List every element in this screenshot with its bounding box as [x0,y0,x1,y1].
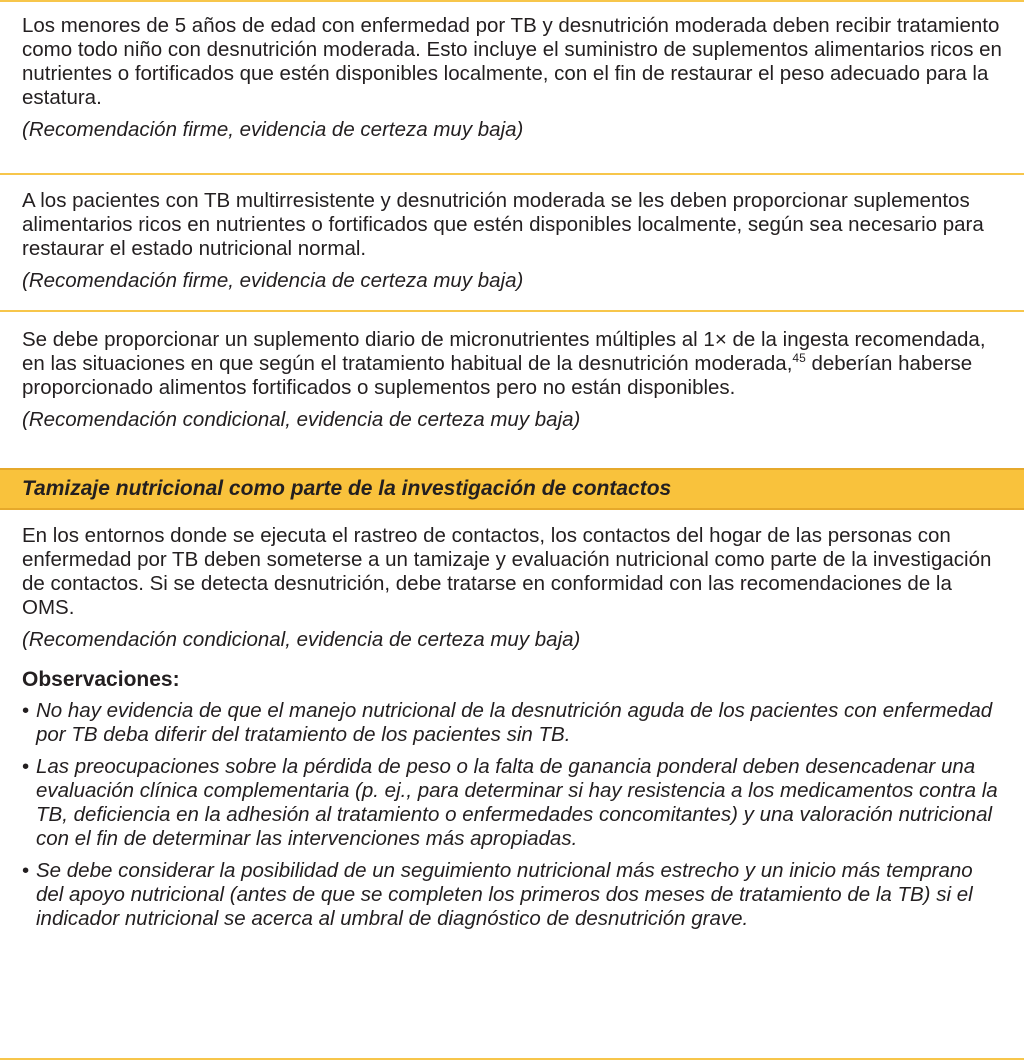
recommendation-1 [0,2,1024,173]
recommendation-text-part: deberían haberse proporcionado alimentos fortificados o suplementos pero no están disponibles. [22,352,973,399]
observations [0,660,1024,931]
list-item [22,859,1002,931]
recommendation-strength: (Recomendación condicional, evidencia de certeza muy baja) [22,628,581,651]
recommendation-text: A los pacientes con TB multirresistente y desnutrición moderada se les deben proporcionar suplementos alimentarios ricos en nutrientes o fortificados que estén disponibles localmente, según sea necesario para restaurar el estado nutricional normal. [22,189,984,260]
recommendation-strength: (Recomendación firme, evidencia de certeza muy baja) [22,118,524,141]
observations-list [22,699,1002,931]
recommendation-strength: (Recomendación condicional, evidencia de certeza muy baja) [22,408,581,431]
bullet-icon: • [22,755,30,778]
list-item-text: Las preocupaciones sobre la pérdida de peso o la falta de ganancia ponderal deben desencadenar una evaluación clínica complementaria (p. ej., para determinar si hay resistencia a los medicamentos contra la TB, deficiencia en la adhesión al tratamiento o enfermedades concomitantes) y una valoración nutricional con el fin de determinar las intervenciones más apropiadas. [36,755,998,850]
list-item [22,755,1002,851]
bullet-icon: • [22,699,30,722]
bullet-icon: • [22,859,30,882]
recommendation-text: En los entornos donde se ejecuta el rastreo de contactos, los contactos del hogar de las personas con enfermedad por TB deben someterse a un tamizaje y evaluación nutricional como parte de la investigación de contactos. Si se detecta desnutrición, debe tratarse en conformidad con las recomendaciones de la OMS. [22,524,992,619]
recommendation-2 [0,175,1024,310]
observations-title: Observaciones: [22,668,180,691]
list-item-text: No hay evidencia de que el manejo nutricional de la desnutrición aguda de los pacientes con enfermedad por TB deba diferir del tratamiento de los pacientes sin TB. [36,699,993,746]
bottom-divider [0,1058,1024,1060]
reference-superscript: 45 [792,351,806,366]
recommendation-text [22,328,1002,400]
section-heading: Tamizaje nutricional como parte de la investigación de contactos [0,468,1024,510]
list-item [22,699,1002,747]
recommendation-text: Los menores de 5 años de edad con enfermedad por TB y desnutrición moderada deben recibir tratamiento como todo niño con desnutrición moderada. Esto incluye el suministro de suplementos alimentarios ricos en nutrientes o fortificados que estén disponibles localmente, con el fin de restaurar el peso adecuado para la estatura. [22,14,1002,109]
recommendation-strength: (Recomendación firme, evidencia de certeza muy baja) [22,269,524,292]
list-item-text: Se debe considerar la posibilidad de un seguimiento nutricional más estrecho y un inicio más temprano del apoyo nutricional (antes de que se completen los primeros dos meses de tratamiento de la TB) si el indicador nutricional se acerca al umbral de diagnóstico de desnutrición grave. [36,859,973,930]
recommendation-contacts [0,510,1024,660]
recommendation-3 [0,312,1024,468]
recommendation-text-part: Se debe proporcionar un suplemento diario de micronutrientes múltiples al 1× de la ingesta recomendada, en las situaciones en que según el tratamiento habitual de la desnutrición moderada, [22,328,986,375]
